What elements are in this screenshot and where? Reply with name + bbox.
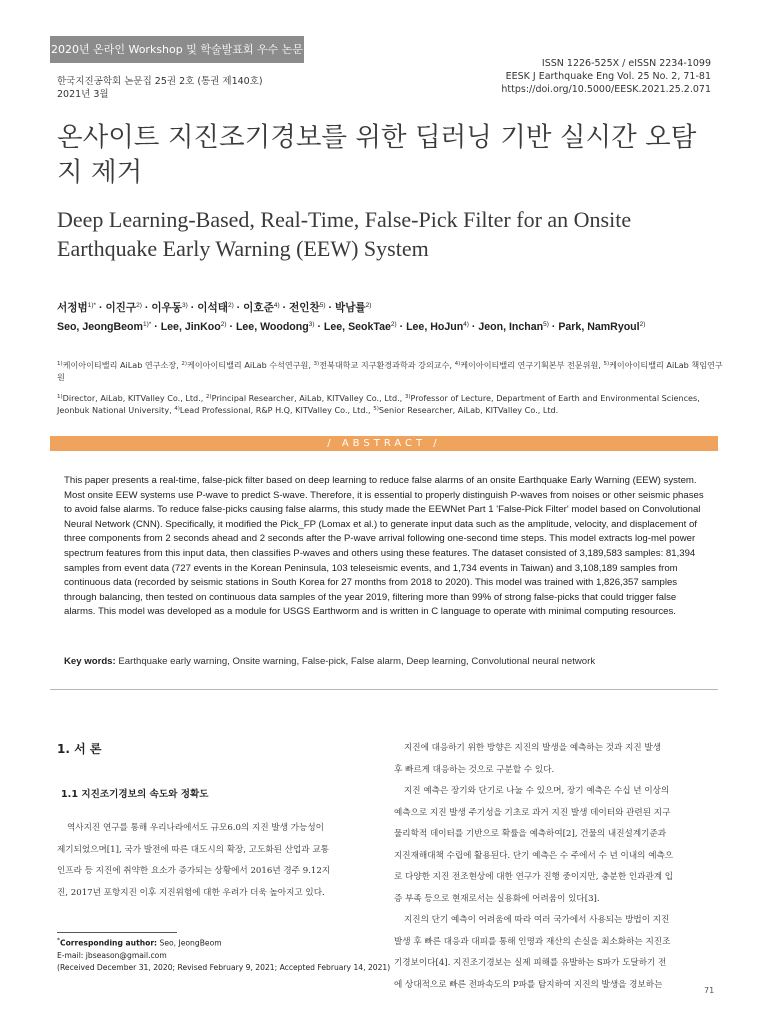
- keywords-list: Earthquake early warning, Onsite warning, False-pick, False alarm, Deep learning, Convolutional neural network: [118, 656, 596, 667]
- author-affiliation-mark: 3): [308, 321, 315, 328]
- author-name: Lee, SeokTae: [323, 321, 391, 333]
- doi-link[interactable]: https://doi.org/10.5000/EESK.2021.25.2.071: [501, 84, 711, 95]
- author-name: 박남률: [334, 302, 366, 314]
- journal-info-left: [57, 75, 263, 101]
- keywords-label: Key words:: [64, 656, 116, 667]
- author-separator: ·: [187, 302, 198, 314]
- affiliation-text: Lead Professional, R&P H.Q, KITValley Co., Ltd.,: [179, 405, 374, 415]
- author-separator: ·: [548, 321, 559, 333]
- affiliation-text: Professor of Lecture, Department of Earth and Environmental Sciences, Jeonbuk National University,: [57, 393, 700, 415]
- author-affiliation-mark: 2): [365, 302, 372, 309]
- affiliation-text: 전북대학교 지구환경과학과 강의교수,: [319, 360, 455, 370]
- affiliation-mark: 4): [454, 361, 461, 367]
- subsection-heading: 1.1 지진조기경보의 속도와 정확도: [61, 789, 209, 800]
- title-korean: 온사이트 지진조기경보를 위한 딥러닝 기반 실시간 오탐지 제거: [57, 122, 697, 188]
- author-affiliation-mark: 1)*: [87, 302, 97, 309]
- author-separator: ·: [233, 302, 244, 314]
- author-separator: ·: [325, 302, 335, 314]
- author-separator: ·: [396, 321, 407, 333]
- abstract-body: This paper presents a real-time, false-pick filter based on deep learning to reduce false alarms of an onsite Earthquake Early Warning (EEW) system. Most onsite EEW systems use P-wave to predict S-wave. Therefore, it is essential to properly distinguish P-waves from noises or other seismic phases to avoid false alarms. To reduce false-picks causing false alarms, this study made the EEWNet Part 1 'False-Pick Filter' model based on Convolutional Neural Network (CNN). Specifically, it modified the Pick_FP (Lomax et al.) to generate input data such as the amplitude, velocity, and displacement of three components from 2 seconds ahead and 2 seconds after the P-wave arrival following one-second time steps. This model extracts log-mel power spectrum features from this input data, then classifies P-waves and others using these features. The dataset consisted of 3,189,583 samples: 81,394 samples from event data (727 events in the Korean Peninsula, 103 teleseismic events, and 1,734 events in Taiwan) and 3,108,189 samples from continuous data (recorded by seismic stations in South Korea for 27 months from 2018 to 2020). This model was trained with 1,826,357 samples through balancing, then tested on continuous data samples of the year 2019, filtering more than 99% of strong false-picks that could trigger false alarms. This model was developed as a module for USGS Earthworm and is written in C language to operate with minimal computing resources.: [64, 475, 704, 618]
- affiliations-korean: [57, 359, 727, 383]
- conference-banner: 2020년 온라인 Workshop 및 학술발표회 우수 논문: [50, 36, 304, 63]
- page-number: 71: [704, 986, 715, 995]
- author-email[interactable]: E-mail: jbseason@gmail.com: [57, 950, 167, 960]
- affiliation-mark: 5): [603, 361, 610, 367]
- author-affiliation-mark: 5): [319, 302, 326, 309]
- received-dates: (Received December 31, 2020; Revised February 9, 2021; Accepted February 14, 2021): [57, 962, 391, 972]
- text-line: 인프라 등 지진에 취약한 요소가 증가되는 상황에서 2016년 경주 9.12지: [57, 866, 331, 876]
- paragraph: [394, 738, 714, 781]
- affiliations-english: [57, 392, 727, 416]
- text-line: 지진재해대책 수립에 활용된다. 단기 예측은 수 주에서 수 년 이내의 예측으: [394, 850, 674, 861]
- affiliation-mark: 4): [174, 406, 180, 412]
- authors-korean: [57, 299, 717, 318]
- text-line: 지진 예측은 장기와 단기로 나눌 수 있으며, 장기 예측은 수십 년 이상의: [404, 786, 670, 796]
- journal-volume-ko: 한국지진공학회 논문집 25권 2호 (통권 제140호): [57, 76, 263, 87]
- left-column-paragraph: [57, 818, 377, 904]
- authors-english: [57, 318, 717, 337]
- text-line: 지진에 대응하기 위한 방향은 지진의 발생을 예측하는 것과 지진 발생: [404, 743, 662, 753]
- author-affiliation-mark: 2): [639, 321, 646, 328]
- issn: ISSN 1226-525X / eISSN 2234-1099: [541, 58, 711, 69]
- author-separator: ·: [279, 302, 290, 314]
- text-line: 물리학적 데이터를 기반으로 확률을 예측하여[2], 건물의 내진설계기준과: [394, 829, 667, 839]
- footnote-rule: [57, 932, 177, 933]
- text-line: 발생 후 빠른 대응과 대피를 통해 인명과 재산의 손실을 최소화하는 지진조: [394, 936, 671, 947]
- affiliation-mark: 3): [404, 394, 411, 400]
- affiliation-text: Director, AiLab, KITValley Co., Ltd.,: [62, 393, 206, 403]
- author-separator: ·: [151, 321, 161, 333]
- affiliation-mark: 1): [57, 361, 63, 367]
- text-line: 증 부족 등으로 현재로서는 실용화에 어려움이 있다[3].: [394, 893, 600, 904]
- text-line: 지진의 단기 예측이 어려움에 따라 여러 국가에서 사용되는 방법이 지진: [404, 915, 670, 925]
- text-line: 진, 2017년 포항지진 이후 지진위험에 대한 우려가 더욱 높아지고 있다.: [57, 887, 325, 898]
- author-name: Jeon, Inchan: [478, 321, 544, 333]
- author-name: 이석태: [197, 302, 228, 314]
- affiliation-mark: 2): [181, 361, 188, 367]
- author-affiliation-mark: 2): [136, 302, 142, 309]
- author-list: [57, 299, 717, 337]
- author-affiliation-mark: 2): [390, 321, 397, 328]
- journal-date-ko: 2021년 3월: [57, 89, 109, 100]
- section-heading: 1. 서 론: [57, 742, 102, 756]
- right-column-text: [394, 738, 714, 996]
- text-line: 후 빠르게 대응하는 것으로 구분할 수 있다.: [394, 764, 555, 775]
- author-name: 서정범: [57, 302, 88, 314]
- author-name: Seo, JeongBeom: [57, 321, 143, 333]
- text-line: 기경보이다[4]. 지진조기경보는 실제 피해를 유발하는 S파가 도달하기 전: [394, 958, 667, 968]
- abstract-divider: [50, 689, 718, 690]
- corresponding-author: *Corresponding author: Seo, JeongBeom: [57, 937, 222, 948]
- author-affiliation-mark: 2): [227, 302, 234, 309]
- author-separator: ·: [141, 302, 152, 314]
- abstract-header-bar: / ABSTRACT /: [50, 436, 718, 451]
- affiliation-mark: 3): [313, 361, 320, 367]
- author-name: 전인찬: [289, 302, 320, 314]
- author-separator: ·: [226, 321, 236, 333]
- text-line: 예측으로 지진 발생 주기성을 기초로 과거 지진 발생 데이터와 관련된 지구: [394, 807, 671, 818]
- author-affiliation-mark: 2): [220, 321, 227, 328]
- author-name: 이진구: [105, 302, 137, 314]
- affiliation-text: 케이아이티밸리 AiLab 연구소장,: [62, 360, 182, 370]
- title-english: Deep Learning-Based, Real-Time, False-Pick Filter for an Onsite Earthquake Early Warning (EEW) System: [57, 207, 632, 261]
- affiliation-text: Principal Researcher, AiLab, KITValley Co., Ltd.,: [211, 393, 405, 403]
- affiliation-text: 케이아이티밸리 연구기획본부 전문위원,: [460, 360, 604, 370]
- author-name: Lee, JinKoo: [160, 321, 221, 333]
- text-line: 제기되었으며[1], 국가 발전에 따른 대도시의 확장, 고도화된 산업과 교통: [57, 844, 329, 855]
- author-affiliation-mark: 1)*: [142, 321, 152, 328]
- author-name: 이우동: [151, 302, 183, 314]
- author-separator: ·: [96, 302, 106, 314]
- author-affiliation-mark: 5): [543, 321, 549, 328]
- keywords: [64, 655, 706, 669]
- author-separator: ·: [468, 321, 479, 333]
- affiliation-text: 케이아이티밸리 AiLab 수석연구원,: [187, 360, 314, 370]
- text-line: 역사지진 연구를 통해 우리나라에서도 규모6.0의 지진 발생 가능성이: [67, 823, 324, 833]
- author-affiliation-mark: 3): [182, 302, 188, 309]
- affiliation-mark: 1): [57, 394, 63, 400]
- author-affiliation-mark: 4): [273, 302, 280, 309]
- affiliation-mark: 2): [205, 394, 212, 400]
- author-separator: ·: [314, 321, 324, 333]
- journal-volume-en: EESK J Earthquake Eng Vol. 25 No. 2, 71-81: [505, 71, 711, 82]
- affiliation-mark: 5): [373, 406, 379, 412]
- author-name: Lee, HoJun: [406, 321, 464, 333]
- text-line: 에 상대적으로 빠른 전파속도의 P파를 탐지하여 지진의 발생을 경보하는: [394, 979, 663, 990]
- journal-info-right: [501, 57, 711, 96]
- paragraph: [394, 910, 714, 996]
- affiliation-text: Senior Researcher, AiLab, KITValley Co., Ltd.: [378, 405, 559, 415]
- affiliation-text: 케이아이티밸리 AiLab 책임연구원: [57, 360, 723, 382]
- author-name: 이호준: [243, 302, 274, 314]
- text-line: 로 다양한 지진 전조현상에 대한 연구가 진행 중이지만, 충분한 인과관계 입: [394, 872, 674, 882]
- footnote: [57, 935, 390, 974]
- author-affiliation-mark: 4): [463, 321, 469, 328]
- author-name: Park, NamRyoul: [558, 321, 640, 333]
- paragraph: [394, 781, 714, 910]
- author-name: Lee, Woodong: [235, 321, 309, 333]
